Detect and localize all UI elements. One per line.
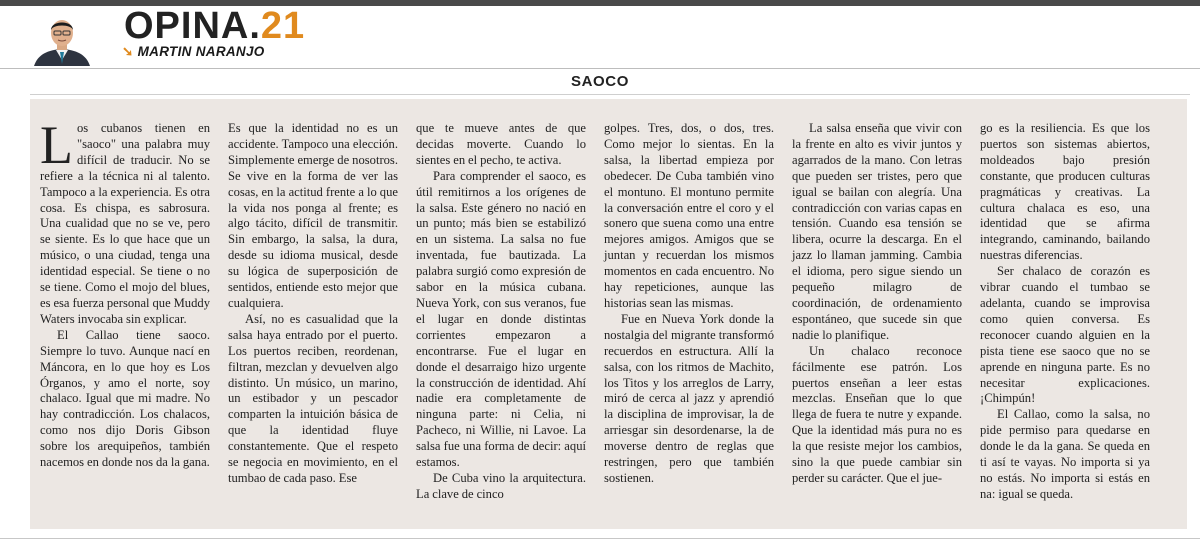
paragraph: Para comprender el saoco, es útil remitirnos a los orígenes de la salsa. Este género no nació en un punto; más bien se estabilizó en un sistema. La salsa no fue inventada, fue bautizada. La palabra surgió como expresión de sabor en la música cubana. Nueva York, con sus veranos, fue el lugar en donde distintas corrientes empezaron a encontrarse. Fue el lugar en donde el desarraigo hizo urgente la construcción de identidad. Ahí nadie era completamente de ninguna parte: ni Celia, ni Pacheco, ni Willie, ni Lavoe. La salsa fue una forma de decir: aquí estamos. — [416, 168, 586, 470]
article-body — [30, 99, 1187, 529]
author-name: MARTIN NARANJO — [137, 44, 265, 59]
paragraph: El Callao, como la salsa, no pide permiso para quedarse en donde le da la gana. Se queda en ti así te vayas. No importa si ya no estás. No importa si estás en na: igual se queda. — [980, 407, 1150, 501]
paragraph: La salsa enseña que vivir con la frente en alto es vivir juntos y agarrados de la mano. Con letras que pueden ser tristes, pero que igual se bailan con alegría. Una contradicción con varias capas en tensión. Cuando esa tensión se libera, ocurre la descarga. En el jazz lo llaman jamming. Cambia el idioma, pero sigue siendo un pequeño milagro de coordinación, de ordenamiento espontáneo, que sucede sin que nadie lo planifique. — [792, 121, 962, 342]
article-column-2 — [228, 121, 398, 487]
drop-cap: L — [40, 115, 73, 175]
header-divider — [0, 68, 1200, 69]
bottom-divider — [0, 538, 1200, 539]
article-column-1 — [40, 115, 210, 471]
paragraph: Fue en Nueva York donde la nostalgia del migrante transformó recuerdos en estructura. Allí la salsa, con los ritmos de Machito, los Titos y los arreglos de Larry, miró de cerca al jazz y aprendió la disciplina de improvisar, la de arriesgar sin desordenarse, la de moverse dentro de reglas que restringen, pero que también sostienen. — [604, 311, 774, 485]
author-portrait — [30, 14, 94, 66]
section-title: SAOCO — [570, 73, 629, 90]
paragraph: Es que la identidad no es un accidente. Tampoco una elección. Simplemente emerge de nosotros. Se vive en la forma de ver las cosas, en la actitud frente a lo que la vida nos ponga al frente; es algo tácito, difícil de transmitir. Sin embargo, la salsa, la dura, desde su idioma musical, desde su lógica de superposición de sentidos, entiende esto mejor que cualquiera. — [228, 121, 398, 310]
author-byline — [122, 44, 265, 60]
article-column-3 — [416, 121, 586, 503]
brand-logo — [124, 6, 305, 46]
author-portrait-icon — [30, 14, 94, 66]
brand-number: 21 — [260, 5, 306, 47]
paragraph: golpes. Tres, dos, o dos, tres. Como mejor lo sientas. En la salsa, la libertad empieza por obedecer. De Cuba también vino el montuno. El montuno permite la conversación entre el coro y el sonero que suena como una entre mejores amigos. Amigos que se juntan y recuerdan los mismos momentos en cada encuentro. No hay repeticiones, aunque las historias sean las mismas. — [604, 121, 774, 310]
article-column-4 — [604, 121, 774, 487]
paragraph: Ser chalaco de corazón es vibrar cuando el tumbao se adelanta, cuando se improvisa como quien conversa. Es reconocer cuando alguien en la pista tiene ese saoco que no se aprende en ninguna parte. Es no necesitar explicaciones. ¡Chimpún! — [980, 264, 1150, 406]
article-column-5 — [792, 121, 962, 487]
paragraph-text: os cubanos tienen en "saoco" una palabra muy difícil de traducir. No se refiere a la técnica ni al talento. Tampoco a la experiencia. Es otra cosa. Es chispa, es sabrosura. Una cualidad que no se ve, pero se siente. Es lo que hace que un músico, o una ciudad, tenga una identidad especial. Se tiene o no se tiene. Como el mojo del blues, es esa fuerza personal que Muddy Waters invocaba sin explicar. — [40, 121, 210, 326]
paragraph: Un chalaco reconoce fácilmente ese patrón. Los puertos enseñan a leer estas mezclas. Enseñan que lo que llega de fuera te nutre y expande. Que la identidad más pura no es la que resiste mejor los cambios, sino la que puede cambiar sin perder su carácter. Que el jue- — [792, 343, 962, 485]
paragraph — [40, 115, 210, 328]
paragraph: que te mueve antes de que decidas moverte. Cuando lo sientes en el pecho, te activa. — [416, 121, 586, 167]
paragraph: De Cuba vino la arquitectura. La clave de cinco — [416, 470, 586, 501]
byline-arrow-icon: ➘ — [122, 44, 134, 59]
section-divider — [30, 94, 1190, 95]
paragraph: El Callao tiene saoco. Siempre lo tuvo. Aunque nací en Máncora, en lo que hoy es Los Órganos, y amo el norte, soy chalaco. Igual que mi madre. No hay contradicción. Los chalacos, como nos dijo Doris Gibson sobre los arequipeños, también nacemos en donde nos da la gana. — [40, 327, 210, 470]
brand-text: OPINA. — [124, 5, 261, 47]
paragraph: Así, no es casualidad que la salsa haya entrado por el puerto. Los puertos reciben, reordenan, filtran, mezclan y devuelven algo distinto. Un músico, un marino, un estibador y un pescador comparten la intuición básica de que la identidad fluye constantemente. Que el respeto se negocia en movimiento, en el tumbao de cada paso. Ese — [228, 311, 398, 485]
paragraph: go es la resiliencia. Es que los puertos son sistemas abiertos, moldeados bajo presión constante, que producen culturas pragmáticas y creativas. La cultura chalaca es eso, una identidad que se afirma integrando, caminando, bailando nuestras diferencias. — [980, 121, 1150, 263]
article-column-6 — [980, 121, 1150, 503]
